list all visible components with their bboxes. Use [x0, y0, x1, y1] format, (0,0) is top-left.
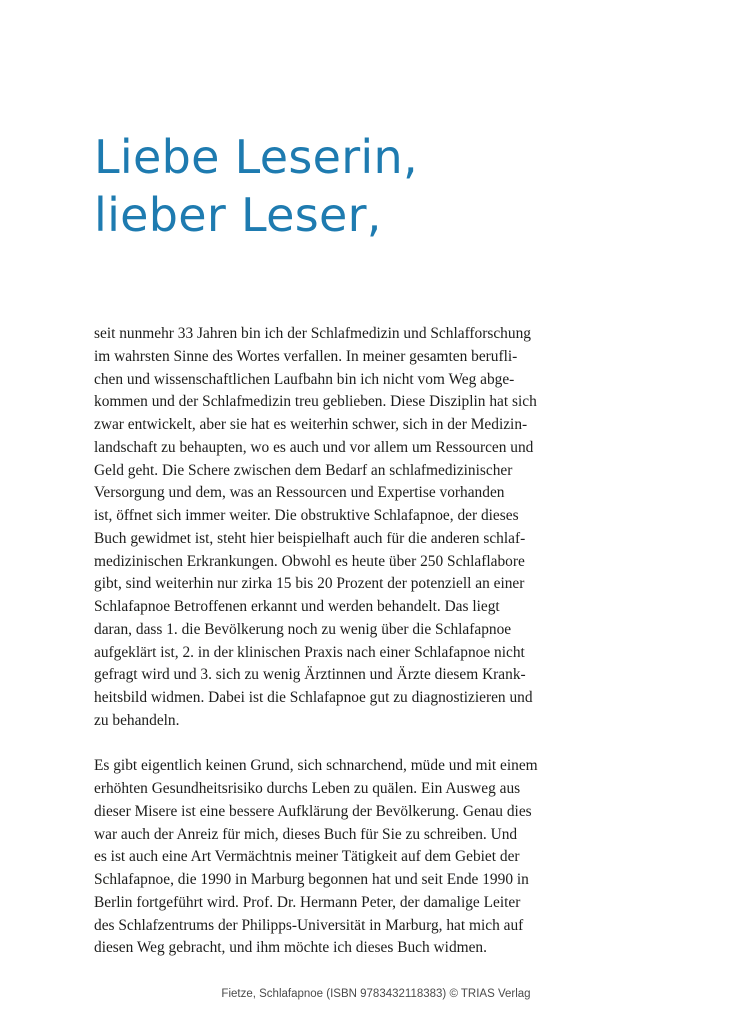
text-line: Buch gewidmet ist, steht hier beispielhaft auch für die anderen schlaf-: [94, 529, 526, 547]
text-line: erhöhten Gesundheitsrisiko durchs Leben zu quälen. Ein Ausweg aus: [94, 780, 521, 797]
text-line: kommen und der Schlafmedizin treu geblieben. Diese Disziplin hat sich: [94, 393, 537, 411]
text-line: war auch der Anreiz für mich, dieses Buch für Sie zu schreiben. Und: [94, 825, 518, 843]
heading-line-1: Liebe Leserin,: [94, 130, 418, 184]
text-line: ist, öffnet sich immer weiter. Die obstruktive Schlafapnoe, der dieses: [94, 507, 519, 524]
text-line: dieser Misere ist eine bessere Aufklärung der Bevölkerung. Genau dies: [94, 802, 532, 820]
paragraph-1: [94, 323, 594, 733]
text-line: Versorgung und dem, was an Ressourcen und Expertise vorhanden: [94, 484, 505, 502]
page-heading: [94, 128, 418, 244]
text-line: medizinischen Erkrankungen. Obwohl es heute über 250 Schlaflabore: [94, 552, 525, 570]
text-line: zu behandeln.: [94, 711, 180, 729]
text-line: Geld geht. Die Schere zwischen dem Bedarf an schlafmedizinischer: [94, 461, 513, 479]
text-line: des Schlafzentrums der Philipps-Universität in Marburg, hat mich auf: [94, 916, 524, 934]
heading-line-2: lieber Leser,: [94, 188, 382, 242]
text-line: chen und wissenschaftlichen Laufbahn bin ich nicht vom Weg abge-: [94, 370, 515, 388]
text-line: Es gibt eigentlich keinen Grund, sich schnarchend, müde und mit einem: [94, 757, 538, 775]
text-line: landschaft zu behaupten, wo es auch und vor allem um Ressourcen und: [94, 438, 534, 456]
copyright-footer: Fietze, Schlafapnoe (ISBN 9783432118383) © TRIAS Verlag: [221, 988, 531, 1000]
text-line: Schlafapnoe, die 1990 in Marburg begonnen hat und seit Ende 1990 in: [94, 871, 529, 888]
text-line: seit nunmehr 33 Jahren bin ich der Schlafmedizin und Schlafforschung: [94, 325, 531, 342]
text-line: heitsbild widmen. Dabei ist die Schlafapnoe gut zu diagnostizieren und: [94, 689, 533, 706]
text-line: gefragt wird und 3. sich zu wenig Ärztinnen und Ärzte diesem Krank-: [94, 666, 526, 684]
text-line: im wahrsten Sinne des Wortes verfallen. In meiner gesamten berufli-: [94, 347, 518, 365]
text-line: gibt, sind weiterhin nur zirka 15 bis 20 Prozent der potenziell an einer: [94, 575, 525, 593]
text-line: zwar entwickelt, aber sie hat es weiterhin schwer, sich in der Medizin-: [94, 416, 528, 433]
text-line: Schlafapnoe Betroffenen erkannt und werden behandelt. Das liegt: [94, 598, 500, 615]
letter-body: [94, 323, 594, 960]
text-line: diesen Weg gebracht, und ihm möchte ich dieses Buch widmen.: [94, 939, 487, 957]
paragraph-2: [94, 755, 594, 960]
text-line: es ist auch eine Art Vermächtnis meiner Tätigkeit auf dem Gebiet der: [94, 848, 520, 866]
text-line: Berlin fortgeführt wird. Prof. Dr. Hermann Peter, der damalige Leiter: [94, 893, 521, 911]
text-line: daran, dass 1. die Bevölkerung noch zu wenig über die Schlafapnoe: [94, 620, 512, 638]
text-line: aufgeklärt ist, 2. in der klinischen Praxis nach einer Schlafapnoe nicht: [94, 643, 525, 661]
